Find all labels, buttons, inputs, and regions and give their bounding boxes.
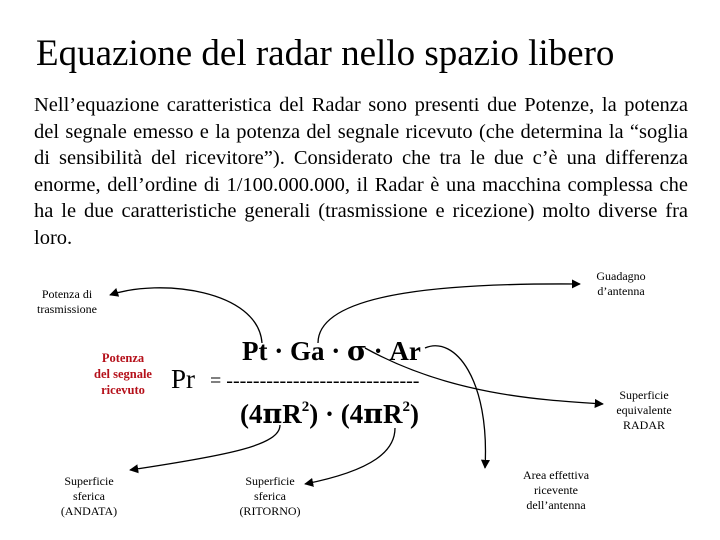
- label-area-effettiva: Area effettiva ricevente dell’antenna: [522, 468, 590, 512]
- arrow-pt-to-potenza-trasmissione: [110, 288, 262, 343]
- pi-symbol: π: [262, 399, 283, 430]
- label-superficie-equivalente: Superficie equivalente RADAR: [616, 388, 672, 432]
- label-potenza-trasmissione: Potenza di trasmissione: [37, 287, 97, 316]
- arrow-r1-to-andata: [130, 425, 280, 470]
- pi-symbol: π: [363, 399, 384, 430]
- fraction-line: = -----------------------------: [210, 370, 420, 392]
- arrow-r2-to-ritorno: [305, 428, 395, 484]
- equation-denominator: $(4\pi R^2) \cdot (4\pi R^2)$: [240, 399, 420, 430]
- page-title: Equazione del radar nello spazio libero: [36, 33, 615, 74]
- intro-paragraph: Nell’equazione caratteristica del Radar sono presenti due Potenze, la potenza del segnale emesso e la potenza del segnale ricevuto (che determina la “soglia di sensibilità del ricevitore”). Considerato che tra le due c’è una differenza enorme, dell’ordine di 1/100.000.000, il Radar è una macchina complessa che ha le due caratteristiche generali (trasmissione e ricezione) molto diverse fra loro.: [34, 94, 688, 249]
- label-superficie-andata: Superficie sferica (ANDATA): [60, 474, 118, 518]
- arrow-ar-to-area-effettiva: [425, 346, 485, 468]
- arrow-ga-to-guadagno: [318, 284, 580, 343]
- sigma-symbol: σ: [347, 336, 367, 367]
- label-potenza-segnale-ricevuto: Potenza del segnale ricevuto: [94, 351, 152, 397]
- equation-lhs: Pr: [171, 364, 196, 394]
- label-superficie-ritorno: Superficie sferica (RITORNO): [239, 474, 301, 518]
- label-guadagno-antenna: Guadagno d’antenna: [596, 269, 646, 298]
- equation-numerator: Pt · Ga · σ · Ar: [242, 336, 421, 367]
